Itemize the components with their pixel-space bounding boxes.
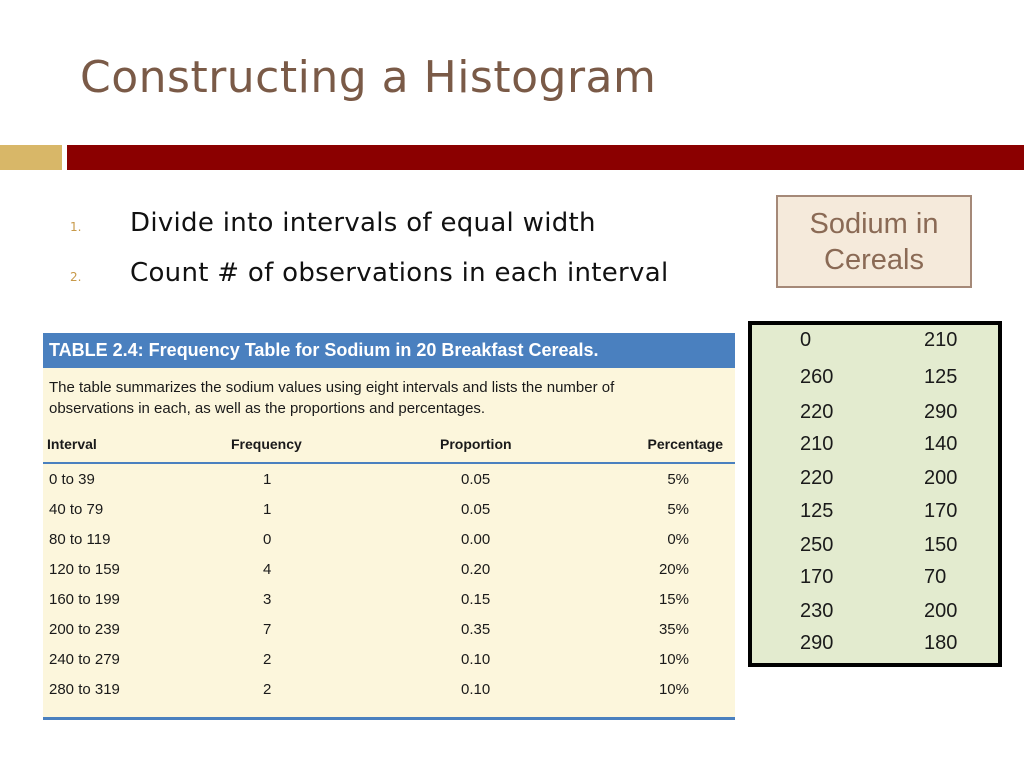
table-cell: 0 to 39 xyxy=(49,470,95,488)
table-cell: 120 to 159 xyxy=(49,560,120,578)
table-cell: 10% xyxy=(658,650,689,668)
table-cell: 10% xyxy=(658,680,689,698)
description-line: The table summarizes the sodium values using eight intervals and lists the number of xyxy=(49,379,615,396)
sodium-row xyxy=(752,366,998,396)
sodium-value: 220 xyxy=(800,467,834,489)
sodium-value: 220 xyxy=(800,401,834,423)
sodium-value: 290 xyxy=(800,632,834,654)
table-row xyxy=(43,464,735,494)
table-cell: 160 to 199 xyxy=(49,590,120,608)
sodium-value: 200 xyxy=(924,600,958,622)
slide-title: Constructing a Histogram xyxy=(80,52,657,103)
table-cell: 0.05 xyxy=(461,470,491,488)
table-cell: 0.05 xyxy=(461,500,491,518)
callout-line: Sodium in xyxy=(809,207,939,240)
bullet-number: 1. xyxy=(70,220,82,234)
table-row xyxy=(43,494,735,524)
table-row xyxy=(43,614,735,644)
sodium-value: 170 xyxy=(924,500,958,522)
sodium-row xyxy=(752,500,998,530)
column-header: Frequency xyxy=(231,436,302,452)
table-cell: 0.10 xyxy=(461,650,491,668)
table-cell: 280 to 319 xyxy=(49,680,120,698)
table-cell: 0.15 xyxy=(461,590,491,608)
table-cell: 5% xyxy=(667,470,689,488)
sodium-value: 150 xyxy=(924,534,958,556)
sodium-row xyxy=(752,632,998,662)
table-cell: 80 to 119 xyxy=(49,530,111,548)
sodium-row xyxy=(752,534,998,564)
frequency-table-header-row xyxy=(43,426,735,464)
sodium-row xyxy=(752,433,998,463)
table-row xyxy=(43,644,735,674)
bullet-number: 2. xyxy=(70,270,82,284)
sodium-row xyxy=(752,600,998,630)
sodium-row xyxy=(752,467,998,497)
sodium-row xyxy=(752,566,998,596)
table-cell: 240 to 279 xyxy=(49,650,120,668)
table-cell: 1 xyxy=(263,500,272,518)
column-header: Percentage xyxy=(647,436,723,452)
description-line: observations in each, as well as the proportions and percentages. xyxy=(49,400,486,417)
table-cell: 40 to 79 xyxy=(49,500,104,518)
table-row xyxy=(43,554,735,584)
sodium-value: 210 xyxy=(800,433,834,455)
table-cell: 20% xyxy=(658,560,689,578)
sodium-value: 125 xyxy=(924,366,958,388)
sodium-value: 250 xyxy=(800,534,834,556)
table-row xyxy=(43,674,735,704)
frequency-table-title: TABLE 2.4: Frequency Table for Sodium in 20 Breakfast Cereals. xyxy=(43,333,735,368)
table-cell: 0% xyxy=(667,530,689,548)
table-cell: 2 xyxy=(263,650,272,668)
table-cell: 0 xyxy=(263,530,272,548)
sodium-value: 200 xyxy=(924,467,958,489)
sodium-value: 140 xyxy=(924,433,958,455)
column-header: Interval xyxy=(47,436,97,452)
table-cell: 35% xyxy=(658,620,689,638)
table-cell: 15% xyxy=(658,590,689,608)
table-cell: 2 xyxy=(263,680,272,698)
column-header: Proportion xyxy=(440,436,512,452)
table-cell: 0.00 xyxy=(461,530,491,548)
sodium-value: 180 xyxy=(924,632,958,654)
table-cell: 3 xyxy=(263,590,272,608)
sodium-values-table xyxy=(748,321,1002,667)
frequency-table-description xyxy=(43,368,735,426)
table-row xyxy=(43,584,735,614)
bullet-text: Count # of observations in each interval xyxy=(130,258,669,288)
table-cell: 1 xyxy=(263,470,272,488)
sodium-row xyxy=(752,401,998,431)
bullet-item xyxy=(70,208,669,258)
callout-line: Cereals xyxy=(824,243,924,276)
bullet-item xyxy=(70,258,669,308)
bullet-list xyxy=(70,208,669,308)
table-cell: 0.35 xyxy=(461,620,491,638)
table-cell: 0.20 xyxy=(461,560,491,578)
table-cell: 4 xyxy=(263,560,272,578)
table-cell: 5% xyxy=(667,500,689,518)
sodium-value: 170 xyxy=(800,566,834,588)
frequency-table-body xyxy=(43,464,735,704)
sodium-row xyxy=(752,329,998,359)
sodium-value: 0 xyxy=(800,329,812,351)
accent-bar-gold xyxy=(0,145,62,170)
accent-bar-red xyxy=(67,145,1024,170)
sodium-value: 210 xyxy=(924,329,958,351)
sodium-callout-box xyxy=(776,195,972,288)
table-bottom-rule xyxy=(43,717,735,720)
frequency-table xyxy=(43,333,735,720)
table-cell: 7 xyxy=(263,620,272,638)
table-row xyxy=(43,524,735,554)
bullet-text: Divide into intervals of equal width xyxy=(130,208,596,238)
sodium-value: 290 xyxy=(924,401,958,423)
table-cell: 200 to 239 xyxy=(49,620,120,638)
sodium-value: 260 xyxy=(800,366,834,388)
sodium-value: 230 xyxy=(800,600,834,622)
sodium-value: 70 xyxy=(924,566,947,588)
table-cell: 0.10 xyxy=(461,680,491,698)
sodium-value: 125 xyxy=(800,500,834,522)
